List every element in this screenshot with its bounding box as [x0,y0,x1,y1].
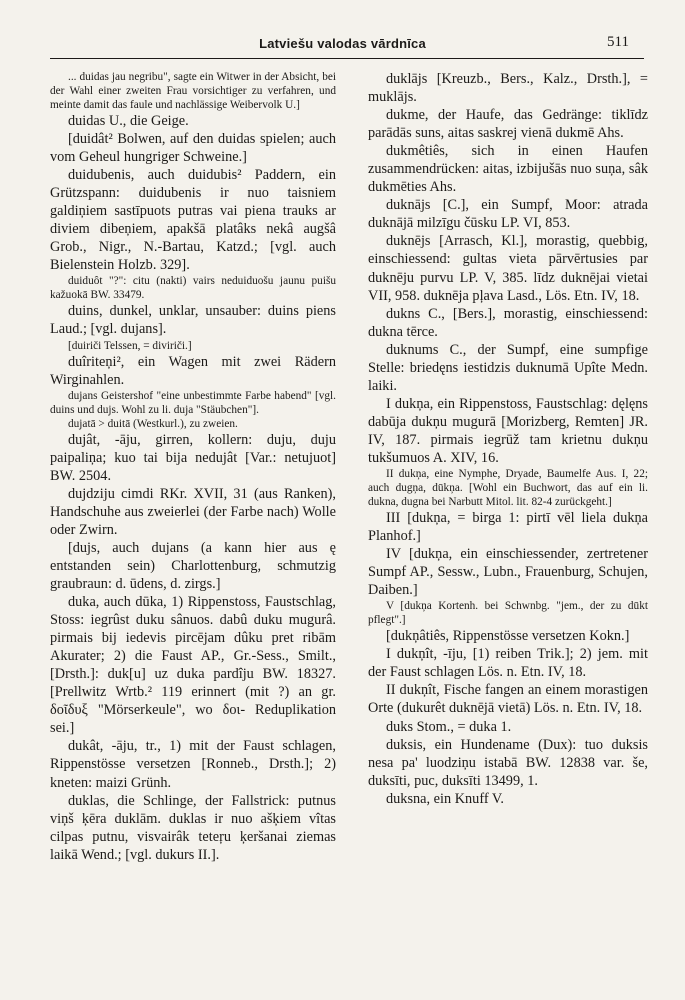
header-rule [50,58,644,59]
right-column [368,70,648,808]
dictionary-entry: IV [dukņa, ein einschiessender, zertretener Sumpf AP., Sessw., Lubn., Frauenburg, Schujen, Daiben.] [368,546,648,599]
running-header [0,34,685,56]
dictionary-entry: duklājs [Kreuzb., Bers., Kalz., Drsth.], = muklājs. [368,71,648,106]
dictionary-entry: II dukņît, Fische fangen an einem morastigen Orte (dukurêt duknējā vietā) Lös. n. Etn. IV, 18. [368,682,648,717]
dictionary-entry: III [dukņa, = birga 1: pirtī vēl liela dukņa Planhof.] [368,510,648,545]
dictionary-entry: dukât, -āju, tr., 1) mit der Faust schlagen, Rippenstösse versetzen [Ronneb., Drsth.]; 2) kneten: maizi Grünh. [50,738,336,791]
dictionary-entry: [dukņâtiês, Rippenstösse versetzen Kokn.] [386,628,630,645]
dictionary-entry: duiduôt "?": citu (nakti) vairs neduiduošu jaunu puišu kažuokā BW. 33479. [50,275,336,302]
dictionary-entry: dujdziju cimdi RKr. XVII, 31 (aus Ranken), Handschuhe aus zweierlei (der Farbe nach) Wolle oder Zwirn. [50,485,336,538]
dictionary-entry: duksis, ein Hundename (Dux): tuo duksis nesa pa' luodziņu istabā BW. 12838 var. še, duksīti, puc, duksīti 13499, 1. [368,736,648,789]
dictionary-entry: duknājs [C.], ein Sumpf, Moor: atrada duknājā milzīgu čūsku LP. VI, 853. [368,197,648,232]
dictionary-entry: I dukņa, ein Rippenstoss, Faustschlag: dęlęns dabūja dukņu mugurā [Morizberg, Remten] JR. IV, 187. pirmais iegrūž tam krietnu dukņu tukšumuos A. XIV, 16. [368,395,648,466]
dictionary-entry: ... duidas jau negribu", sagte ein Witwer in der Absicht, bei der Wahl einer zweiten Frau vorsichtiger zu verfahren, und meinte damit das faule und nachlässige Weibervolk U.] [50,71,336,111]
page-number: 511 [607,34,629,50]
running-title: Latviešu valodas vārdnīca [259,36,426,51]
dictionary-entry: duklas, die Schlinge, der Fallstrick: putnus viņš ķēra duklām. duklas ir nuo ašķiem vîtas cilpas putnu, visvairâk teteŗu ķeršanai ziemas laikā Wend.; [vgl. dukurs II.]. [50,792,336,863]
dictionary-entry: [dujs, auch dujans (a kann hier aus ę entstanden sein) Charlottenburg, schmutzig graubraun: d. ūdens, d. zirgs.] [50,539,336,592]
dictionary-entry: duidubenis, auch duidubis² Paddern, ein Grützspann: duidubenis ir nuo taisniem galdiņiem sastīpuots putras vai piena trauks ar diviem dibeņiem, apakšā platâks nekâ augšâ Grob., Nigr., N.-Bartau, Katzd.; [vgl. auch Bielenstein Holzb. 329]. [50,167,336,274]
dictionary-entry: duknējs [Arrasch, Kl.], morastig, quebbig, einschiessend: gultas vieta pārvērtusies par duknēju purvu LP. V, 385. līdz duknējai vietai VII, 958. duknēja pļava Lasd., Lös. Etn. IV, 18. [368,233,648,304]
dictionary-entry: [duiriči Telssen, = diviriči.] [68,339,192,352]
dictionary-entry: duksna, ein Knuff V. [386,790,504,807]
dictionary-entry: II dukņa, eine Nymphe, Dryade, Baumelfe Aus. I, 22; auch dugņa, dūkņa. [Wohl ein Buchwort, das auf ein li. dukna, dugna bei Narbutt Mitol. lit. 82-4 zurückgeht.] [368,468,648,509]
dictionary-entry: dukns C., [Bers.], morastig, einschiessend: dukna tērce. [368,305,648,340]
dictionary-entry: duins, dunkel, unklar, unsauber: duins piens Laud.; [vgl. dujans]. [50,303,336,338]
dictionary-entry: duknums C., der Sumpf, eine sumpfige Stelle: briedęns iestidzis duknumā Upîte Medn. laiki. [368,341,648,394]
dictionary-entry: [duidât² Bolwen, auf den duidas spielen; auch vom Geheul hungriger Schweine.] [50,131,336,166]
dictionary-entry: dukmêtiês, sich in einen Haufen zusammendrücken: aitas, izbijušās nuo suņa, sâk dukmēties Ahs. [368,143,648,196]
dictionary-entry: duka, auch dūka, 1) Rippenstoss, Faustschlag, Stoss: iegrûst duku sânuos. dabû duku mugurâ. pirmais bij iedevis pircējam dûku pret ribām Akurater; 2) die Faust AP., Gr.-Sess., Smilt., [Drsth.]: duk[u] uz duka pardîju BW. 18327. [Prellwitz Wrtb.² 119 erinnert (mit ?) an gr. δοῖδυξ "Mörserkeule", wo δοι- Reduplikation sei.] [50,594,336,737]
dictionary-entry: dujans Geistershof "eine unbestimmte Farbe habend" [vgl. duins und dujs. Wohl zu li. duja "Stäubchen"]. [50,389,336,416]
left-column [50,70,336,864]
dictionary-entry: dujât, -āju, girren, kollern: duju, duju paipaliņa; kuo tai bija nedujât [Var.: netujuot] BW. 2504. [50,431,336,484]
dictionary-entry: I dukņît, -īju, [1) reiben Trik.]; 2) jem. mit der Faust schlagen Lös. n. Etn. IV, 18. [368,646,648,681]
dictionary-entry: duîriteņi², ein Wagen mit zwei Rädern Wirginahlen. [50,353,336,388]
dictionary-entry: dukme, der Haufe, das Gedränge: tiklīdz parādās suns, aitas saskrej vienā dukmē Ahs. [368,107,648,142]
dictionary-entry: dujatā > duitā (Westkurl.), zu zweien. [68,417,238,430]
dictionary-entry: V [dukņa Kortenh. bei Schwnbg. "jem., der zu dūkt pflegt".] [368,600,648,627]
dictionary-entry: duidas U., die Geige. [68,113,189,129]
dictionary-entry: duks Stom., = duka 1. [386,718,512,735]
